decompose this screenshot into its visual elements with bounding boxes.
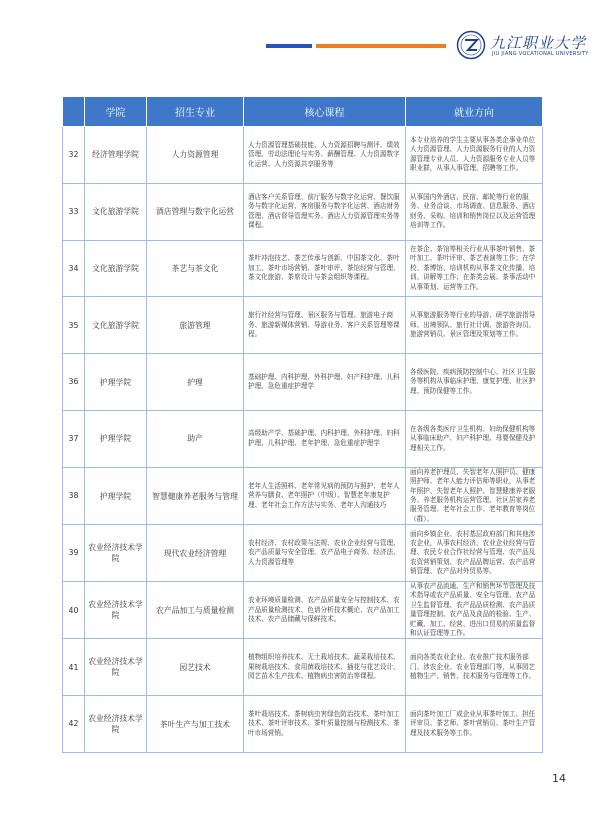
table-row: [63, 127, 543, 184]
table-row: [63, 525, 543, 582]
college-cell: 护理学院: [85, 354, 147, 411]
row-number: 38: [63, 467, 85, 524]
majors-table: [62, 96, 543, 753]
row-number: 36: [63, 354, 85, 411]
row-number: 41: [63, 639, 85, 696]
major-cell: 护理: [147, 354, 244, 411]
college-cell: 农业经济技术学院: [85, 639, 147, 696]
row-number: 37: [63, 410, 85, 467]
table-header-row: [63, 97, 543, 127]
accent-bar-orange: [316, 44, 446, 48]
table-row: [63, 639, 543, 696]
row-number: 32: [63, 127, 85, 184]
career-cell: 从事农产品流通、生产和销售环节管理及技术指导或农产品质量、安全与管理、农产品卫生监督管理、农产品品质检测、农产品质量管理控制、农产品及食品的检验、生产、贮藏、加工、经营、进出口贸易的质量监督和认证管理等工作。: [406, 582, 543, 639]
row-number: 34: [63, 240, 85, 297]
accent-bar-blue: [266, 44, 312, 48]
courses-cell: 植物组织培养技术、无土栽培技术、蔬菜栽培技术、果树栽培技术、食用菌栽培技术、插花与花艺设计、园艺苗木生产技术、植物病虫害防治等课程。: [244, 639, 406, 696]
row-number: 39: [63, 525, 85, 582]
table-row: [63, 354, 543, 411]
career-cell: 从事旅游服务等行业的导游、研学旅游指导师、出境领队、旅行社计调、旅游咨询员、旅游营销员、景区管理及策划等工作。: [406, 297, 543, 354]
major-cell: 人力资源管理: [147, 127, 244, 184]
courses-cell: 基础护理、内科护理、外科护理、妇产科护理、儿科护理、急危重症护理学: [244, 354, 406, 411]
college-cell: 文化旅游学院: [85, 297, 147, 354]
career-cell: 在茶企、茶馆等相关行业从事茶叶销售、茶叶加工、茶叶评审、茶艺表演等工作；在学校、茶博馆、培训机构从事茶文化传播、培训、讲解等工作；在茶类会展、茶事活动中从事策划、运营等工作。: [406, 240, 543, 297]
major-cell: 茶艺与茶文化: [147, 240, 244, 297]
university-logo: [456, 30, 589, 64]
major-cell: 园艺技术: [147, 639, 244, 696]
courses-cell: 农业环境质量检测、农产品质量安全与控制技术、农产品质量检测技术、色谱分析技术概论、农产品加工技术、农产品储藏与保鲜技术。: [244, 582, 406, 639]
career-cell: 面向茶叶加工厂或企业从事茶叶加工、担任评审员、茶艺师、茶叶营销员、茶叶生产管理及技术服务等工作。: [406, 696, 543, 753]
table-row: [63, 183, 543, 240]
header-accent-bar: [266, 44, 446, 48]
header-career: 就业方向: [406, 97, 543, 127]
major-cell: 旅游管理: [147, 297, 244, 354]
courses-cell: 酒店客户关系管理、前厅服务与数字化运营、餐饮服务与数字化运营、客房服务与数字化运营、酒店财务管理、酒店督导管理实务、酒店人力资源管理实务等课程。: [244, 183, 406, 240]
college-cell: 农业经济技术学院: [85, 525, 147, 582]
page-number: 14: [552, 772, 566, 785]
courses-cell: 茶叶栽培技术、茶树病虫害绿色防治技术、茶叶加工技术、茶叶评审技术、茶叶质量控制与检测技术、茶叶市场营销。: [244, 696, 406, 753]
college-cell: 农业经济技术学院: [85, 582, 147, 639]
courses-cell: 农村经济、农村政策与法规、农业企业经营与管理、农产品质量与安全管理、农产品电子商务、经济法、人力资源管理等: [244, 525, 406, 582]
table-row: [63, 297, 543, 354]
courses-cell: 老年人生活照料、老年常见病的预防与照护、老年人营养与膳食、老年照护（中级）、智慧老年康复护理、老年社会工作方法与实务、老年人沟通技巧: [244, 467, 406, 524]
college-cell: 护理学院: [85, 410, 147, 467]
row-number: 35: [63, 297, 85, 354]
row-number: 40: [63, 582, 85, 639]
career-cell: 本专业培养的学生主要从事各类企事业单位人力资源管理、人力资源服务行业的人力资源管理专业人员、人力资源服务专业人员等职业群，从事人事管理、招聘等工作。: [406, 127, 543, 184]
table-row: [63, 240, 543, 297]
major-cell: 酒店管理与数字化运营: [147, 183, 244, 240]
university-name-en: JIU JIANG VOCATIONAL UNIVERSITY: [492, 51, 589, 57]
row-number: 33: [63, 183, 85, 240]
header-courses: 核心课程: [244, 97, 406, 127]
college-cell: 经济管理学院: [85, 127, 147, 184]
career-cell: 从事国内外酒店、民宿、邮轮等行业的服务、业务洽谈、市场调查、信息服务、酒店财务、采购、培训和销售岗位以及运营管理培训等工作。: [406, 183, 543, 240]
courses-cell: 茶叶冲泡技艺、茶艺传承与创新、中国茶文化、茶叶加工、茶叶市场营销、茶叶审评、茶馆经营与管理、茶文化旅游、茶席设计与茶会组织等课程。: [244, 240, 406, 297]
courses-cell: 高级助产学、基础护理、内科护理、外科护理、妇科护理、儿科护理、老年护理、急危重症护理学: [244, 410, 406, 467]
university-name: 九江职业大学: [490, 34, 587, 52]
courses-cell: 人力资源管理基础技能、人力资源招聘与测评、绩效管理、劳动法理论与实务、薪酬管理、人力资源数字化运营、人力资源共享服务等: [244, 127, 406, 184]
row-number: 42: [63, 696, 85, 753]
major-cell: 农产品加工与质量检测: [147, 582, 244, 639]
courses-cell: 旅行社经营与管理、景区服务与管理、旅游电子商务、旅游新媒体营销、导游业务、客户关系管理等课程。: [244, 297, 406, 354]
table-row: [63, 696, 543, 753]
college-cell: 护理学院: [85, 467, 147, 524]
college-cell: 农业经济技术学院: [85, 696, 147, 753]
career-cell: 在各级各类医疗卫生机构、妇幼保健机构等从事临床助产、妇产科护理、母婴保健及护理相关工作。: [406, 410, 543, 467]
college-cell: 文化旅游学院: [85, 240, 147, 297]
career-cell: 各级医院、疾病预防控制中心、社区卫生服务等机构从事临床护理、康复护理、社区护理、预防保健等工作。: [406, 354, 543, 411]
career-cell: 面向各类农业企业、农业推广技术服务部门、涉农企业、农业管理部门等，从事园艺植物生产、销售、技术服务与管理等工作。: [406, 639, 543, 696]
major-cell: 现代农业经济管理: [147, 525, 244, 582]
header-major: 招生专业: [147, 97, 244, 127]
header-number: [63, 97, 85, 127]
university-seal-icon: [456, 30, 486, 60]
major-cell: 茶叶生产与加工技术: [147, 696, 244, 753]
table-row: [63, 410, 543, 467]
career-cell: 面向乡镇企业、农村基层政府部门和其他涉农企业，从事农村经济、农业企业经营与管理、农民专业合作社经营与管理、农产品及农资营销策划、农产品品牌运营、农产品营销管理、农产品对外贸易等。: [406, 525, 543, 582]
college-cell: 文化旅游学院: [85, 183, 147, 240]
table-row: [63, 582, 543, 639]
career-cell: 面向养老护理员、失智老年人照护员、健康照护师、老年人能力评估师等职业，从事老年照护、失智老年人照护、智慧健康养老服务、养老服务机构运营管理、社区居家养老服务管理、老年社会工作、老年教育等岗位（群）。: [406, 467, 543, 524]
major-cell: 助产: [147, 410, 244, 467]
table-row: [63, 467, 543, 524]
major-cell: 智慧健康养老服务与管理: [147, 467, 244, 524]
header-college: 学院: [85, 97, 147, 127]
